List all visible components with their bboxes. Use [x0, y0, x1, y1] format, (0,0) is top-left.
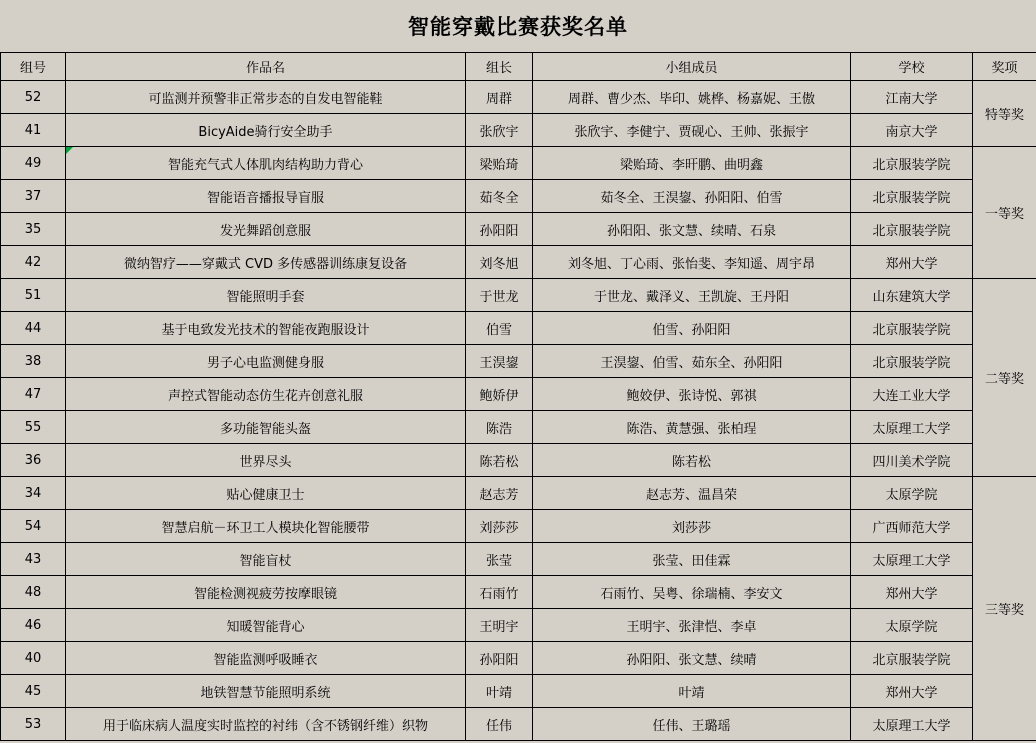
table-row — [1, 213, 1036, 246]
table-row — [1, 642, 1036, 675]
cell-school[interactable]: 北京服装学院 — [851, 180, 973, 213]
cell-group-no[interactable]: 49 — [1, 147, 66, 180]
cell-leader[interactable]: 于世龙 — [466, 279, 533, 312]
cell-members[interactable]: 赵志芳、温昌荣 — [533, 477, 851, 510]
cell-work-name[interactable]: 智慧启航－环卫工人模块化智能腰带 — [66, 510, 466, 543]
cell-members[interactable]: 陈浩、黄慧强、张柏珵 — [533, 411, 851, 444]
cell-work-name[interactable]: BicyAide骑行安全助手 — [66, 114, 466, 147]
green-triangle-marker — [66, 147, 73, 154]
cell-work-name[interactable]: 微纳智疗——穿戴式 CVD 多传感器训练康复设备 — [66, 246, 466, 279]
table-row — [1, 246, 1036, 279]
cell-leader[interactable]: 伯雪 — [466, 312, 533, 345]
cell-members[interactable]: 伯雪、孙阳阳 — [533, 312, 851, 345]
cell-members[interactable]: 周群、曹少杰、毕印、姚桦、杨嘉妮、王傲 — [533, 81, 851, 114]
cell-leader[interactable]: 王淏鋆 — [466, 345, 533, 378]
cell-award[interactable]: 二等奖 — [973, 279, 1036, 477]
cell-members[interactable]: 梁贻琦、李旰鹏、曲明鑫 — [533, 147, 851, 180]
table-row — [1, 477, 1036, 510]
cell-members[interactable]: 孙阳阳、张文慧、续晴 — [533, 642, 851, 675]
table-row — [1, 411, 1036, 444]
cell-school[interactable]: 北京服装学院 — [851, 312, 973, 345]
table-row — [1, 708, 1036, 741]
cell-school[interactable]: 太原学院 — [851, 609, 973, 642]
cell-members[interactable]: 张莹、田佳霖 — [533, 543, 851, 576]
cell-group-no[interactable]: 48 — [1, 576, 66, 609]
cell-award[interactable]: 一等奖 — [973, 147, 1036, 279]
cell-group-no[interactable]: 41 — [1, 114, 66, 147]
header-school[interactable]: 学校 — [851, 53, 973, 81]
cell-award[interactable]: 特等奖 — [973, 81, 1036, 147]
cell-work-name[interactable]: 多功能智能头盔 — [66, 411, 466, 444]
cell-work-name[interactable]: 知暖智能背心 — [66, 609, 466, 642]
cell-work-name[interactable]: 用于临床病人温度实时监控的衬纬（含不锈钢纤维）织物 — [66, 708, 466, 741]
cell-members[interactable]: 鲍姣伊、张诗悦、郭祺 — [533, 378, 851, 411]
cell-members[interactable]: 叶靖 — [533, 675, 851, 708]
cell-leader[interactable]: 孙阳阳 — [466, 213, 533, 246]
table-body — [1, 81, 1036, 741]
cell-leader[interactable]: 鲍娇伊 — [466, 378, 533, 411]
cell-school[interactable]: 江南大学 — [851, 81, 973, 114]
cell-work-name[interactable]: 男子心电监测健身服 — [66, 345, 466, 378]
cell-leader[interactable]: 张欣宇 — [466, 114, 533, 147]
cell-school[interactable]: 北京服装学院 — [851, 642, 973, 675]
cell-school[interactable]: 南京大学 — [851, 114, 973, 147]
table-row — [1, 609, 1036, 642]
cell-work-name[interactable]: 可监测并预警非正常步态的自发电智能鞋 — [66, 81, 466, 114]
cell-members[interactable]: 王淏鋆、伯雪、茹东全、孙阳阳 — [533, 345, 851, 378]
header-members[interactable]: 小组成员 — [533, 53, 851, 81]
table-row — [1, 675, 1036, 708]
header-work-name[interactable]: 作品名 — [66, 53, 466, 81]
cell-group-no[interactable]: 54 — [1, 510, 66, 543]
cell-leader[interactable]: 石雨竹 — [466, 576, 533, 609]
cell-school[interactable]: 大连工业大学 — [851, 378, 973, 411]
table-row — [1, 180, 1036, 213]
cell-group-no[interactable]: 46 — [1, 609, 66, 642]
table-row — [1, 576, 1036, 609]
cell-members[interactable]: 张欣宇、李健宁、贾砚心、王帅、张振宇 — [533, 114, 851, 147]
cell-school[interactable]: 北京服装学院 — [851, 345, 973, 378]
header-group-no[interactable]: 组号 — [1, 53, 66, 81]
cell-group-no[interactable]: 47 — [1, 378, 66, 411]
cell-school[interactable]: 北京服装学院 — [851, 213, 973, 246]
cell-members[interactable]: 任伟、王璐瑶 — [533, 708, 851, 741]
cell-school[interactable]: 太原理工大学 — [851, 543, 973, 576]
cell-group-no[interactable]: 35 — [1, 213, 66, 246]
cell-members[interactable]: 于世龙、戴泽义、王凯旋、王丹阳 — [533, 279, 851, 312]
table-row — [1, 444, 1036, 477]
cell-group-no[interactable]: 40 — [1, 642, 66, 675]
cell-group-no[interactable]: 44 — [1, 312, 66, 345]
cell-school[interactable]: 四川美术学院 — [851, 444, 973, 477]
cell-school[interactable]: 郑州大学 — [851, 576, 973, 609]
cell-group-no[interactable]: 34 — [1, 477, 66, 510]
table-row — [1, 543, 1036, 576]
header-award[interactable]: 奖项 — [973, 53, 1036, 81]
cell-members[interactable]: 石雨竹、吴粤、徐瑞楠、李安文 — [533, 576, 851, 609]
cell-school[interactable]: 郑州大学 — [851, 246, 973, 279]
cell-group-no[interactable]: 43 — [1, 543, 66, 576]
cell-school[interactable]: 郑州大学 — [851, 675, 973, 708]
cell-school[interactable]: 太原理工大学 — [851, 708, 973, 741]
cell-leader[interactable]: 刘莎莎 — [466, 510, 533, 543]
cell-leader[interactable]: 任伟 — [466, 708, 533, 741]
page-title: 智能穿戴比赛获奖名单 — [408, 15, 628, 39]
cell-work-name[interactable]: 智能照明手套 — [66, 279, 466, 312]
cell-group-no[interactable]: 51 — [1, 279, 66, 312]
cell-leader[interactable]: 周群 — [466, 81, 533, 114]
cell-school[interactable]: 太原理工大学 — [851, 411, 973, 444]
cell-group-no[interactable]: 45 — [1, 675, 66, 708]
cell-leader[interactable]: 梁贻琦 — [466, 147, 533, 180]
cell-leader[interactable]: 刘冬旭 — [466, 246, 533, 279]
cell-leader[interactable]: 茹冬全 — [466, 180, 533, 213]
cell-work-name[interactable]: 发光舞蹈创意服 — [66, 213, 466, 246]
cell-group-no[interactable]: 37 — [1, 180, 66, 213]
cell-work-name[interactable]: 基于电致发光技术的智能夜跑服设计 — [66, 312, 466, 345]
awards-table — [0, 52, 1036, 741]
cell-school[interactable]: 太原学院 — [851, 477, 973, 510]
cell-work-name[interactable]: 智能监测呼吸睡衣 — [66, 642, 466, 675]
cell-work-name[interactable]: 地铁智慧节能照明系统 — [66, 675, 466, 708]
cell-group-no[interactable]: 52 — [1, 81, 66, 114]
table-row — [1, 81, 1036, 114]
cell-work-name[interactable]: 智能盲杖 — [66, 543, 466, 576]
table-row — [1, 312, 1036, 345]
cell-work-name[interactable]: 世界尽头 — [66, 444, 466, 477]
table-row — [1, 114, 1036, 147]
cell-members[interactable]: 陈若松 — [533, 444, 851, 477]
cell-leader[interactable]: 叶靖 — [466, 675, 533, 708]
cell-leader[interactable]: 陈若松 — [466, 444, 533, 477]
cell-work-name[interactable]: 声控式智能动态仿生花卉创意礼服 — [66, 378, 466, 411]
cell-leader[interactable]: 张莹 — [466, 543, 533, 576]
table-row — [1, 279, 1036, 312]
cell-school[interactable]: 北京服装学院 — [851, 147, 973, 180]
header-leader[interactable]: 组长 — [466, 53, 533, 81]
cell-leader[interactable]: 赵志芳 — [466, 477, 533, 510]
cell-school[interactable]: 广西师范大学 — [851, 510, 973, 543]
cell-group-no[interactable]: 55 — [1, 411, 66, 444]
header-row — [1, 53, 1036, 81]
table-row — [1, 510, 1036, 543]
cell-group-no[interactable]: 53 — [1, 708, 66, 741]
cell-work-name[interactable]: 贴心健康卫士 — [66, 477, 466, 510]
cell-members[interactable]: 王明宇、张津恺、李卓 — [533, 609, 851, 642]
cell-leader[interactable]: 陈浩 — [466, 411, 533, 444]
cell-group-no[interactable]: 42 — [1, 246, 66, 279]
table-row — [1, 147, 1036, 180]
cell-members[interactable]: 茹冬全、王淏鋆、孙阳阳、伯雪 — [533, 180, 851, 213]
cell-leader[interactable]: 孙阳阳 — [466, 642, 533, 675]
cell-group-no[interactable]: 38 — [1, 345, 66, 378]
cell-members[interactable]: 刘冬旭、丁心雨、张怡斐、李知遥、周宇昂 — [533, 246, 851, 279]
table-row — [1, 378, 1036, 411]
cell-work-name[interactable]: 智能检测视疲劳按摩眼镜 — [66, 576, 466, 609]
cell-leader[interactable]: 王明宇 — [466, 609, 533, 642]
cell-work-name[interactable]: 智能充气式人体肌肉结构助力背心 — [66, 147, 466, 180]
table-row — [1, 345, 1036, 378]
cell-members[interactable]: 刘莎莎 — [533, 510, 851, 543]
cell-award[interactable]: 三等奖 — [973, 477, 1036, 741]
cell-work-name[interactable]: 智能语音播报导盲服 — [66, 180, 466, 213]
cell-members[interactable]: 孙阳阳、张文慧、续晴、石泉 — [533, 213, 851, 246]
cell-school[interactable]: 山东建筑大学 — [851, 279, 973, 312]
cell-group-no[interactable]: 36 — [1, 444, 66, 477]
